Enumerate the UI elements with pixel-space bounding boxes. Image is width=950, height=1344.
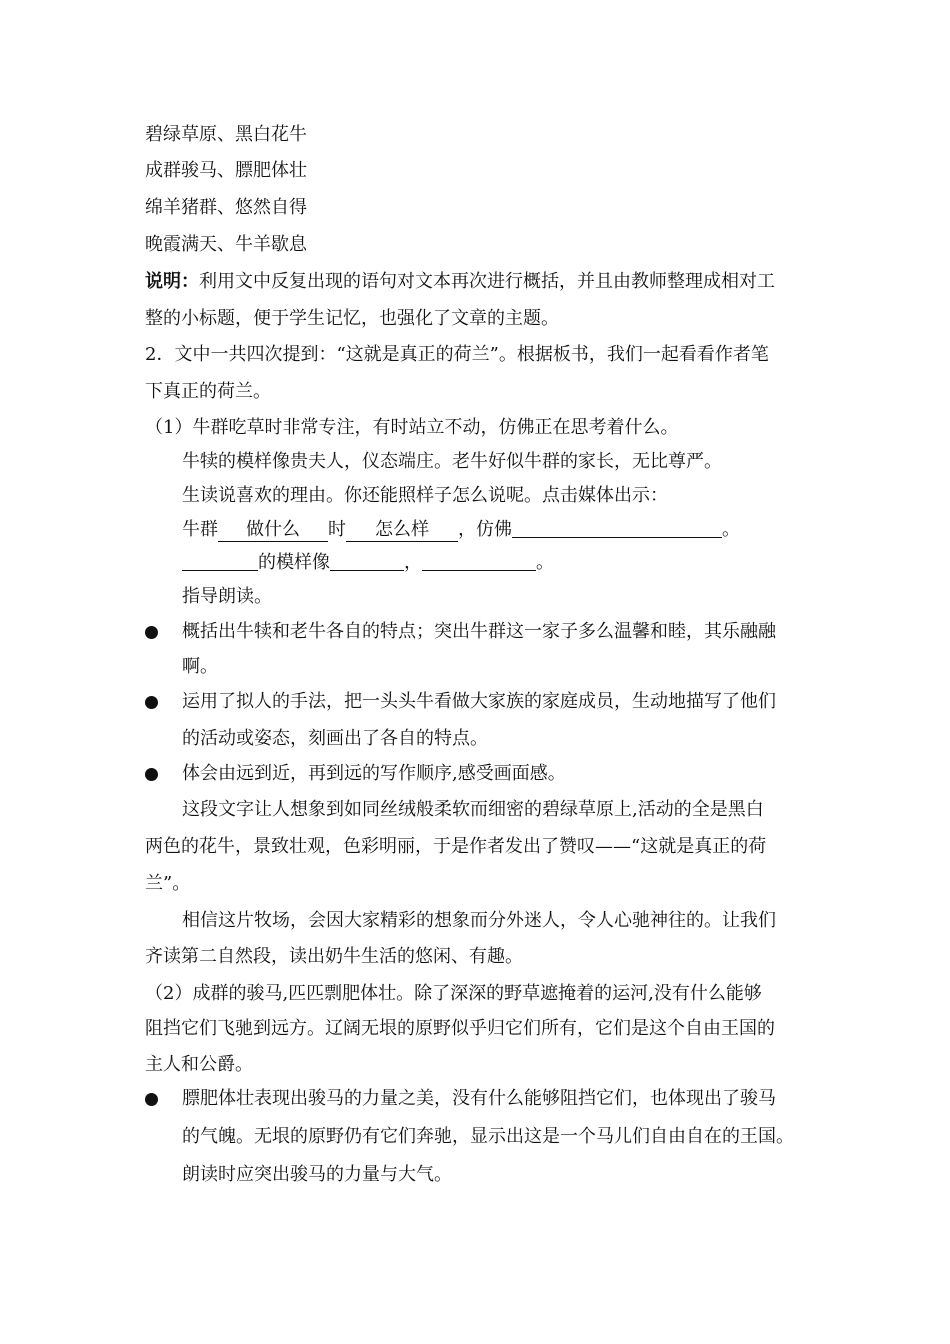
pattern-word: 时 <box>328 519 346 540</box>
pattern-fill-blank: 做什么 <box>218 519 328 542</box>
answer-blank <box>182 550 258 571</box>
bullet-text: 膘肥体壮表现出骏马的力量之美，没有什么能够阻挡它们，也体现出了骏马 <box>182 1088 776 1109</box>
note-line: 整的小标题，便于学生记忆，也强化了文章的主题。 <box>145 308 559 329</box>
summary-item: 绵羊猪群、悠然自得 <box>145 197 307 218</box>
pattern-end: 。 <box>722 519 740 540</box>
paragraph-line: 兰”。 <box>145 873 191 894</box>
pattern-end: 。 <box>536 552 554 573</box>
bullet-dot-icon <box>145 626 158 639</box>
question-line: 下真正的荷兰。 <box>145 381 271 402</box>
bullet-text: 啊。 <box>182 656 218 677</box>
bullet-text: 概括出牛犊和老牛各自的特点；突出牛群这一家子多么温馨和睦，其乐融融 <box>182 621 776 642</box>
final-line: 朗读时应突出骏马的力量与大气。 <box>182 1164 452 1185</box>
pattern-word: ， <box>404 552 422 573</box>
note-text: 利用文中反复出现的语句对文本再次进行概括，并且由教师整理成相对工 <box>199 271 775 292</box>
fill-in-pattern <box>182 517 740 542</box>
part2-line: 阻挡它们飞驰到远方。辽阔无垠的原野似乎归它们所有，它们是这个自由王国的 <box>145 1018 775 1039</box>
fill-in-pattern <box>182 550 554 575</box>
note-line <box>145 270 775 294</box>
bullet-text: 体会由远到近，再到远的写作顺序,感受画面感。 <box>182 763 566 784</box>
paragraph-line: 这段文字让人想象到如同丝绒般柔软而细密的碧绿草原上,活动的全是黑白 <box>182 799 764 820</box>
bullet-dot-icon <box>145 696 158 709</box>
pattern-fill-blank: 怎么样 <box>346 519 458 542</box>
guide-text: 指导朗读。 <box>182 586 272 607</box>
pattern-word: 的模样像 <box>258 552 330 573</box>
question-line: 2．文中一共四次提到：“这就是真正的荷兰”。根据板书，我们一起看看作者笔 <box>145 344 769 365</box>
pattern-word: ，仿佛 <box>458 519 512 540</box>
paragraph-line: 齐读第二自然段，读出奶牛生活的悠闲、有趣。 <box>145 946 523 967</box>
summary-item: 碧绿草原、黑白花牛 <box>145 124 307 145</box>
part1-heading: （1）牛群吃草时非常专注，有时站立不动，仿佛正在思考着什么。 <box>145 417 679 438</box>
bullet-text: 的活动或姿态，刻画出了各自的特点。 <box>182 728 488 749</box>
summary-item: 成群骏马、膘肥体壮 <box>145 160 307 181</box>
bullet-dot-icon <box>145 1093 158 1106</box>
part2-line: （2）成群的骏马,匹匹剽肥体壮。除了深深的野草遮掩着的运河,没有什么能够 <box>145 983 762 1004</box>
answer-blank <box>330 550 404 571</box>
paragraph-line: 两色的花牛，景致壮观，色彩明丽，于是作者发出了赞叹——“这就是真正的荷 <box>145 836 767 857</box>
bullet-text: 运用了拟人的手法，把一头头牛看做大家族的家庭成员，生动地描写了他们 <box>182 691 776 712</box>
pattern-word: 牛群 <box>182 519 218 540</box>
answer-blank <box>512 517 722 538</box>
summary-item: 晚霞满天、牛羊歇息 <box>145 234 307 255</box>
answer-blank <box>422 550 536 571</box>
part2-line: 主人和公爵。 <box>145 1054 253 1075</box>
paragraph-line: 相信这片牧场，会因大家精彩的想象而分外迷人，令人心驰神往的。让我们 <box>182 910 776 931</box>
bullet-dot-icon <box>145 768 158 781</box>
part1-quote: 牛犊的模样像贵夫人，仪态端庄。老牛好似牛群的家长，无比尊严。 <box>182 451 722 472</box>
part1-prompt: 生读说喜欢的理由。你还能照样子怎么说呢。点击媒体出示： <box>182 485 668 506</box>
bullet-text: 的气魄。无垠的原野仍有它们奔驰，显示出这是一个马儿们自由自在的王国。 <box>182 1126 794 1147</box>
note-label: 说明： <box>145 271 199 292</box>
